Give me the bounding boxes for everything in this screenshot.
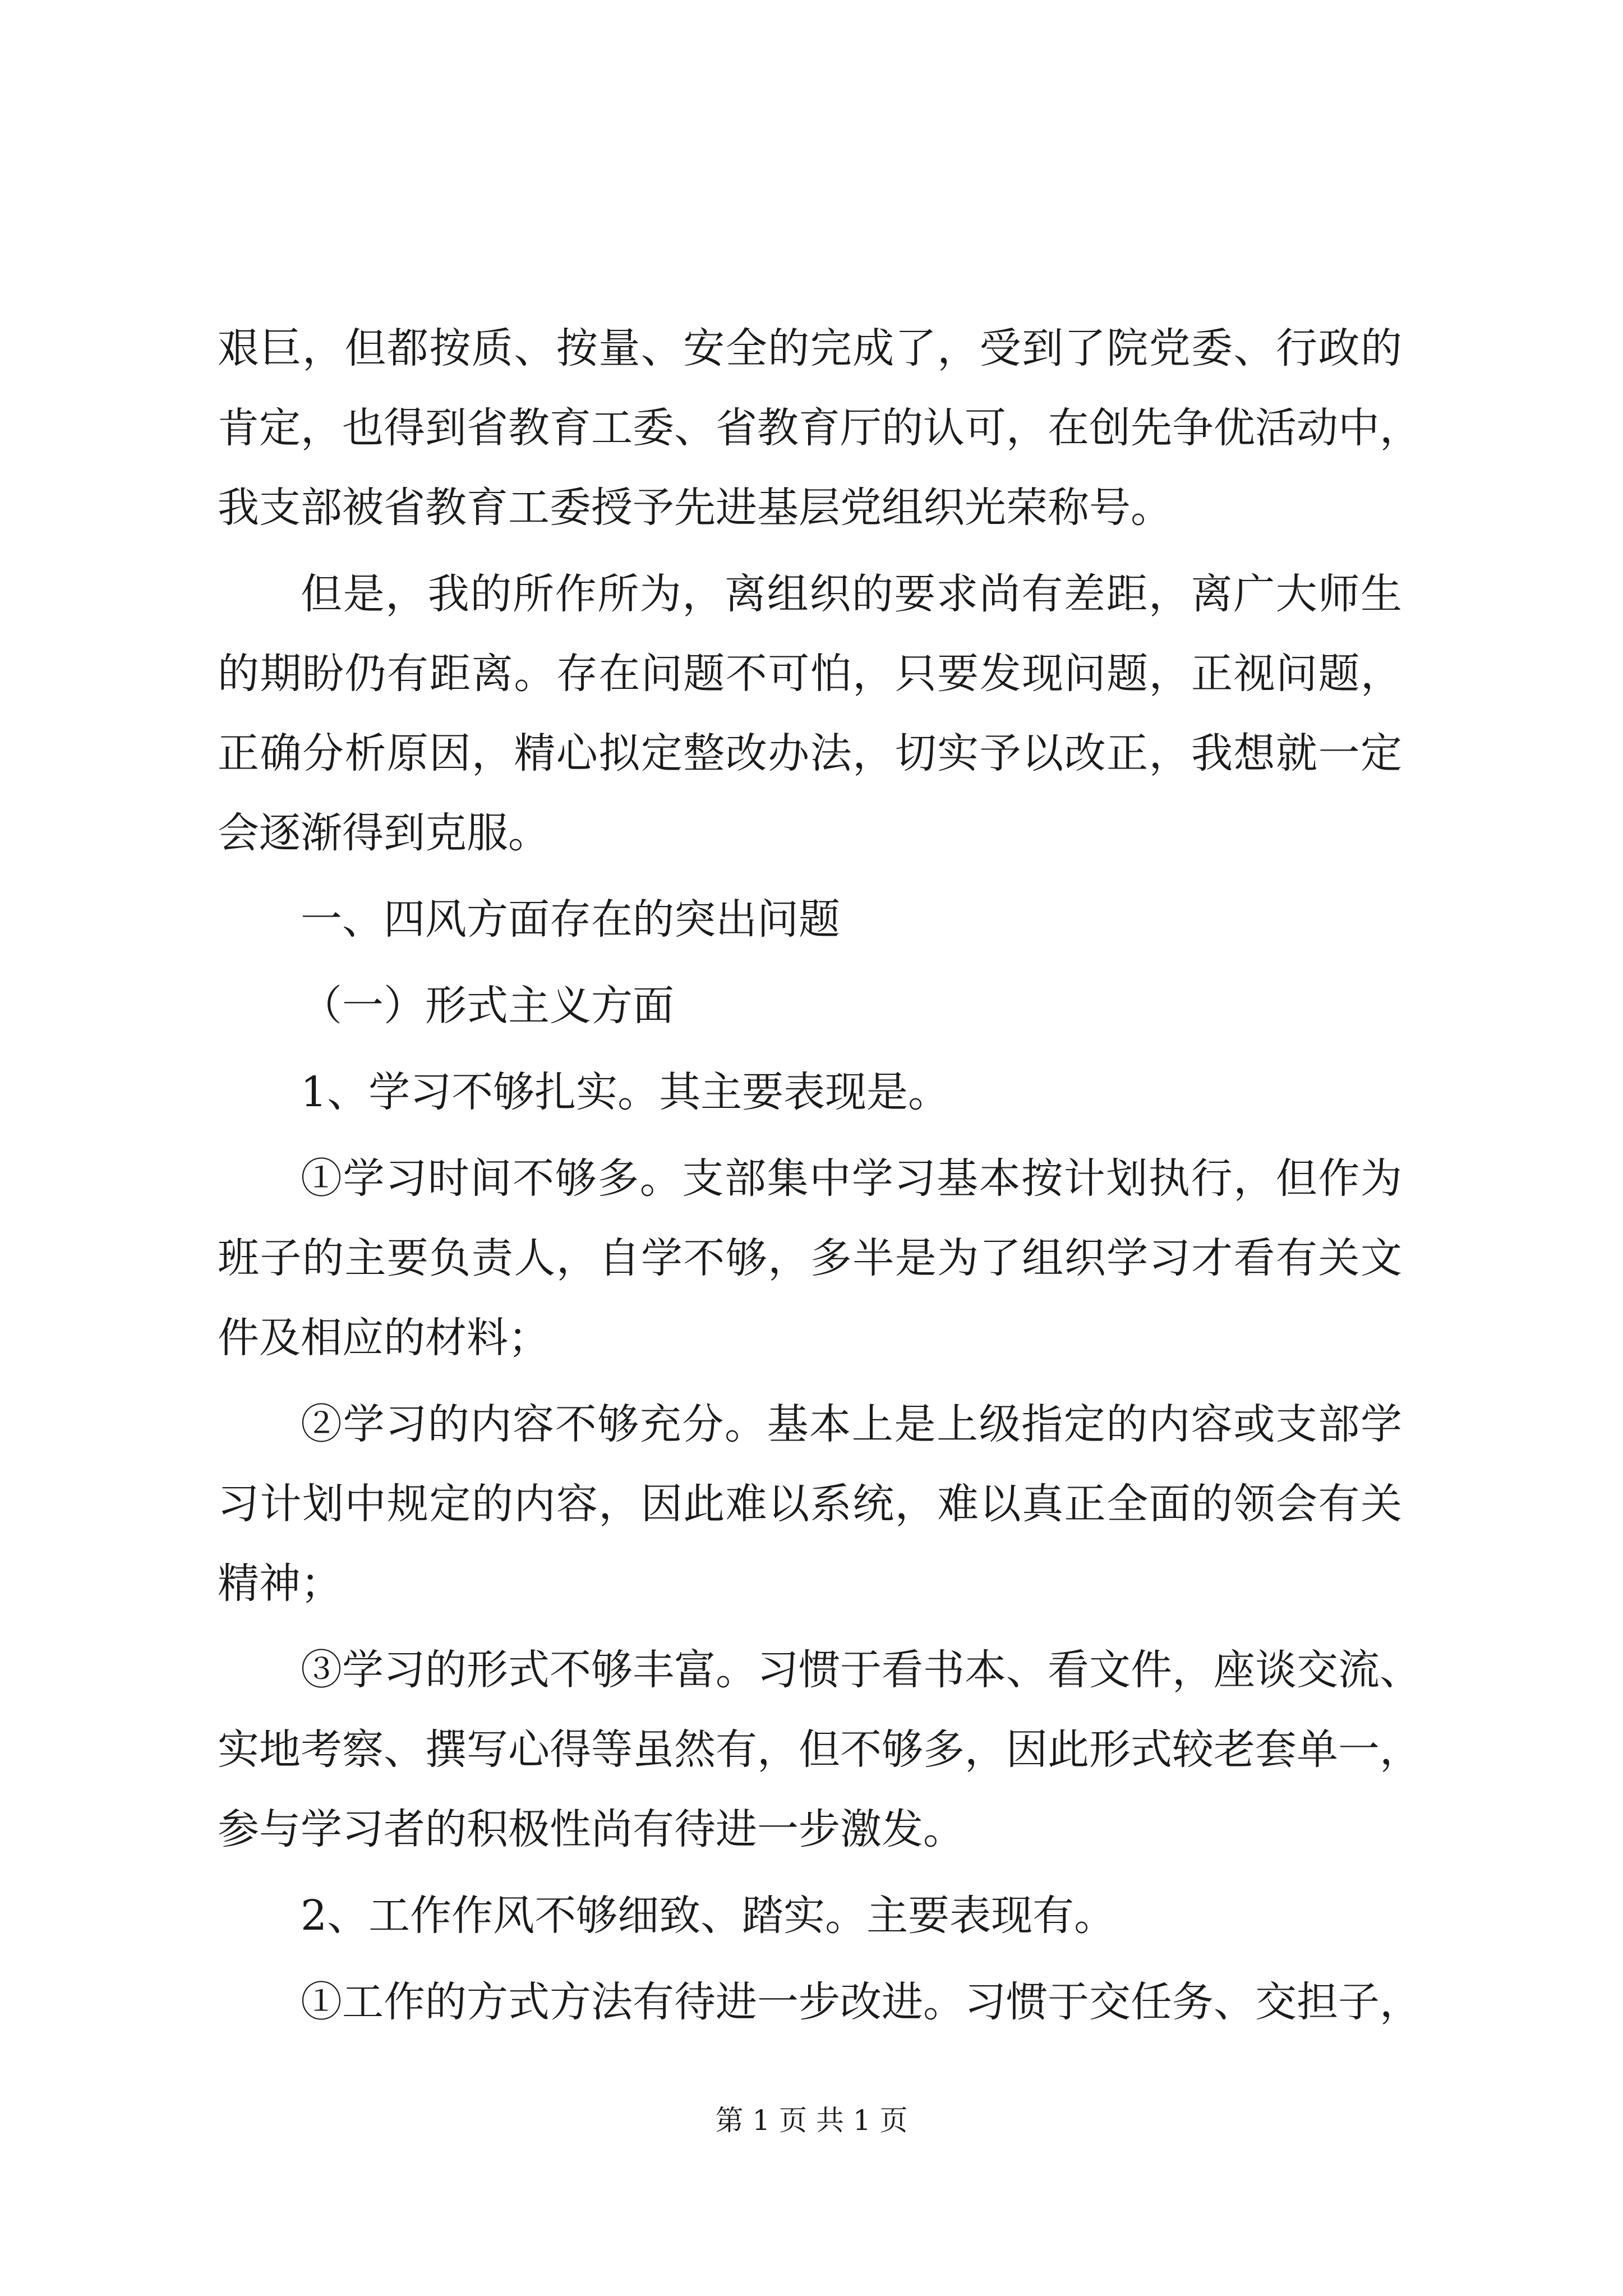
paragraph [218, 1052, 1402, 1132]
paragraph [218, 1876, 1402, 1955]
paragraph [218, 966, 1402, 1046]
text-line: 1、学习不够扎实。其主要表现是。 [301, 1068, 950, 1116]
paragraph-spacer [218, 1869, 1402, 1876]
text-line: ①工作的方式方法有待进一步改进。习惯于交任务、交担子， [301, 1978, 1421, 2026]
text-line: 精神； [218, 1559, 342, 1608]
paragraph-spacer [218, 1046, 1402, 1052]
text-line: 的期盼仍有距离。存在问题不可怕，只要发现问题，正视问题， [218, 650, 1402, 698]
text-line: 2、工作作风不够细致、踏实。主要表现有。 [301, 1892, 1116, 1940]
text-line: 但是，我的所作所为，离组织的要求尚有差距，离广大师生 [301, 570, 1402, 618]
text-line: 实地考察、撰写心得等虽然有，但不够多，因此形式较老套单一， [218, 1726, 1421, 1774]
text-line: 正确分析原因，精心拟定整改办法，切实予以改正，我想就一定 [218, 729, 1402, 777]
paragraph-spacer [218, 547, 1402, 554]
text-line: ②学习的内容不够充分。基本上是上级指定的内容或支部学 [301, 1400, 1402, 1448]
text-line: 班子的主要负责人，自学不够，多半是为了组织学习才看有关文 [218, 1234, 1402, 1282]
page-footer: 第 1 页 共 1 页 [715, 2104, 908, 2137]
text-line: ③学习的形式不够丰富。习惯于看书本、看文件，座谈交流、 [301, 1646, 1421, 1694]
paragraph-spacer [218, 1378, 1402, 1384]
text-line: 我支部被省教育工委授予先进基层党组织光荣称号。 [218, 484, 1172, 532]
text-line: 一、四风方面存在的突出问题 [301, 895, 840, 944]
paragraph-spacer [218, 1955, 1402, 1962]
text-line: 参与学习者的积极性尚有待进一步激发。 [218, 1805, 965, 1853]
text-line: 肯定，也得到省教育工委、省教育厅的认可，在创先争优活动中， [218, 404, 1421, 452]
paragraph [218, 1139, 1402, 1378]
document-body [218, 309, 1421, 2042]
text-line: （一）形式主义方面 [301, 982, 674, 1030]
paragraph [218, 1384, 1402, 1623]
text-line: 件及相应的材料； [218, 1314, 550, 1362]
paragraph-spacer [218, 959, 1402, 966]
text-line: ①学习时间不够多。支部集中学习基本按计划执行，但作为 [301, 1154, 1402, 1203]
paragraph-spacer [218, 873, 1402, 880]
paragraph [218, 1630, 1421, 1869]
paragraph [218, 309, 1421, 547]
paragraph [218, 880, 1402, 959]
paragraph-spacer [218, 1132, 1402, 1139]
paragraph [218, 554, 1402, 873]
text-line: 会逐渐得到克服。 [218, 809, 550, 857]
paragraph [218, 1962, 1421, 2042]
paragraph-spacer [218, 1623, 1402, 1630]
text-line: 艰巨，但都按质、按量、安全的完成了，受到了院党委、行政的 [218, 324, 1402, 372]
text-line: 习计划中规定的内容，因此难以系统，难以真正全面的领会有关 [218, 1480, 1402, 1528]
